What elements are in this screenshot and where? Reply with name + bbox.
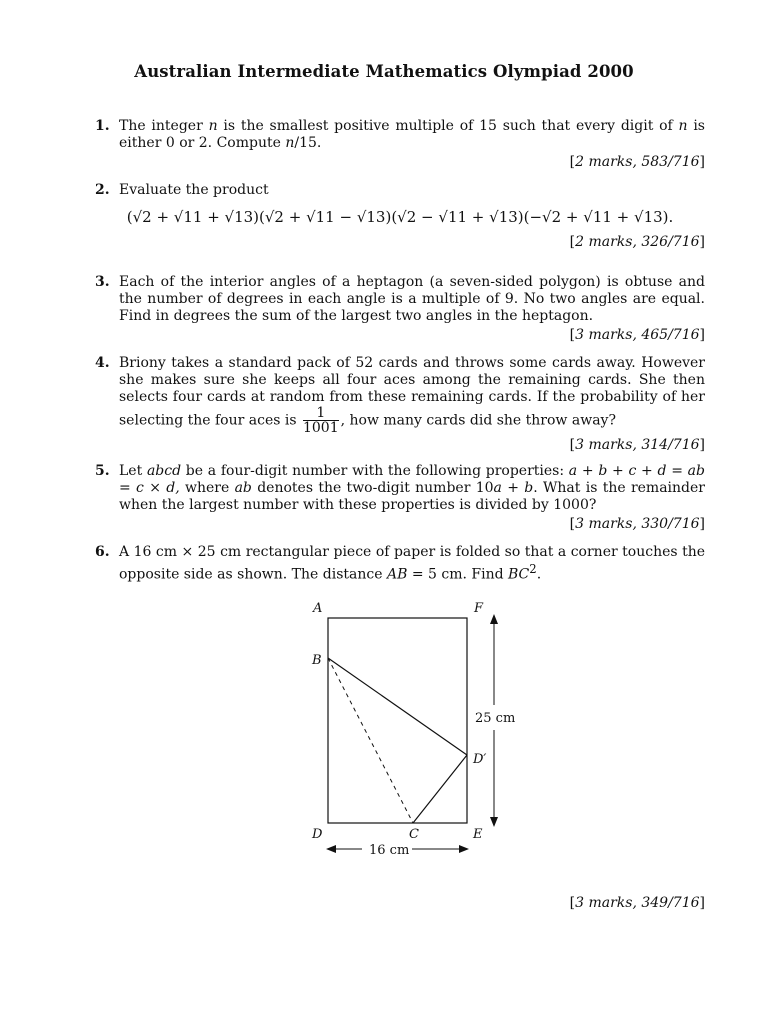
arrowhead-left-icon [326, 845, 336, 853]
question-text: Let abcd be a four-digit number with the following properties: a + b + c + d = ab = c × d, where ab denotes the two-digit number 10a + b. What is the remainder when the largest number with these properties is divided by 1000? [119, 463, 705, 513]
question-number: 4. [95, 355, 110, 371]
label-e: E [473, 827, 483, 842]
label-c: C [409, 827, 419, 842]
fraction: $\frac{1}{1001}$ [302, 405, 339, 436]
question-text: Briony takes a standard pack of 52 cards and throws some cards away. However she makes sure she keeps all four aces among the remaining cards. She then selects four cards at random from these remaining cards. If the probability of her selecting the four aces is $\frac{1}{1001}$ , how many cards did she throw away? [119, 355, 705, 436]
marks-label: [3 marks, 349/716] [569, 895, 705, 911]
question-6-marks [95, 893, 705, 912]
paper-rectangle [328, 618, 467, 823]
question-text: Evaluate the product [119, 182, 269, 198]
label-b: B [312, 653, 322, 668]
arrowhead-down-icon [490, 817, 498, 827]
label-a: A [313, 601, 323, 616]
marks-label: [3 marks, 314/716] [569, 437, 705, 453]
question-number: 2. [95, 182, 110, 198]
question-number: 3. [95, 274, 110, 290]
marks-label: [3 marks, 330/716] [569, 516, 705, 532]
question-text: A 16 cm × 25 cm rectangular piece of paper is folded so that a corner touches the opposite side as shown. The distance AB = 5 cm. Find $BC^2$. [119, 544, 705, 583]
label-d: D [312, 827, 323, 842]
question-number: 5. [95, 463, 110, 479]
arrowhead-up-icon [490, 614, 498, 624]
math-expression: (√2 + √11 + √13)(√2 + √11 − √13)(√2 − √11 + √13)(−√2 + √11 + √13). [126, 208, 674, 226]
question-number: 6. [95, 544, 110, 560]
marks-label: [2 marks, 583/716] [569, 154, 705, 170]
question-text: The integer n is the smallest positive multiple of 15 such that every digit of n is either 0 or 2. Compute n/15. [119, 118, 705, 151]
height-label: 25 cm [475, 711, 516, 726]
label-d-prime: D′ [473, 752, 487, 767]
fold-line [328, 658, 467, 755]
arrowhead-right-icon [459, 845, 469, 853]
marks-label: [2 marks, 326/716] [569, 234, 705, 250]
page-title: Australian Intermediate Mathematics Olympiad 2000 [134, 62, 634, 81]
question-number: 1. [95, 118, 110, 134]
label-f: F [474, 601, 484, 616]
width-label: 16 cm [369, 843, 410, 858]
question-text: Each of the interior angles of a heptagon (a seven-sided polygon) is obtuse and the number of degrees in each angle is a multiple of 9. No two angles are equal. Find in degrees the sum of the largest two angles in the heptagon. [119, 274, 705, 324]
folded-edge [413, 755, 467, 823]
crease-dashed-line [328, 658, 413, 823]
marks-label: [3 marks, 465/716] [569, 327, 705, 343]
